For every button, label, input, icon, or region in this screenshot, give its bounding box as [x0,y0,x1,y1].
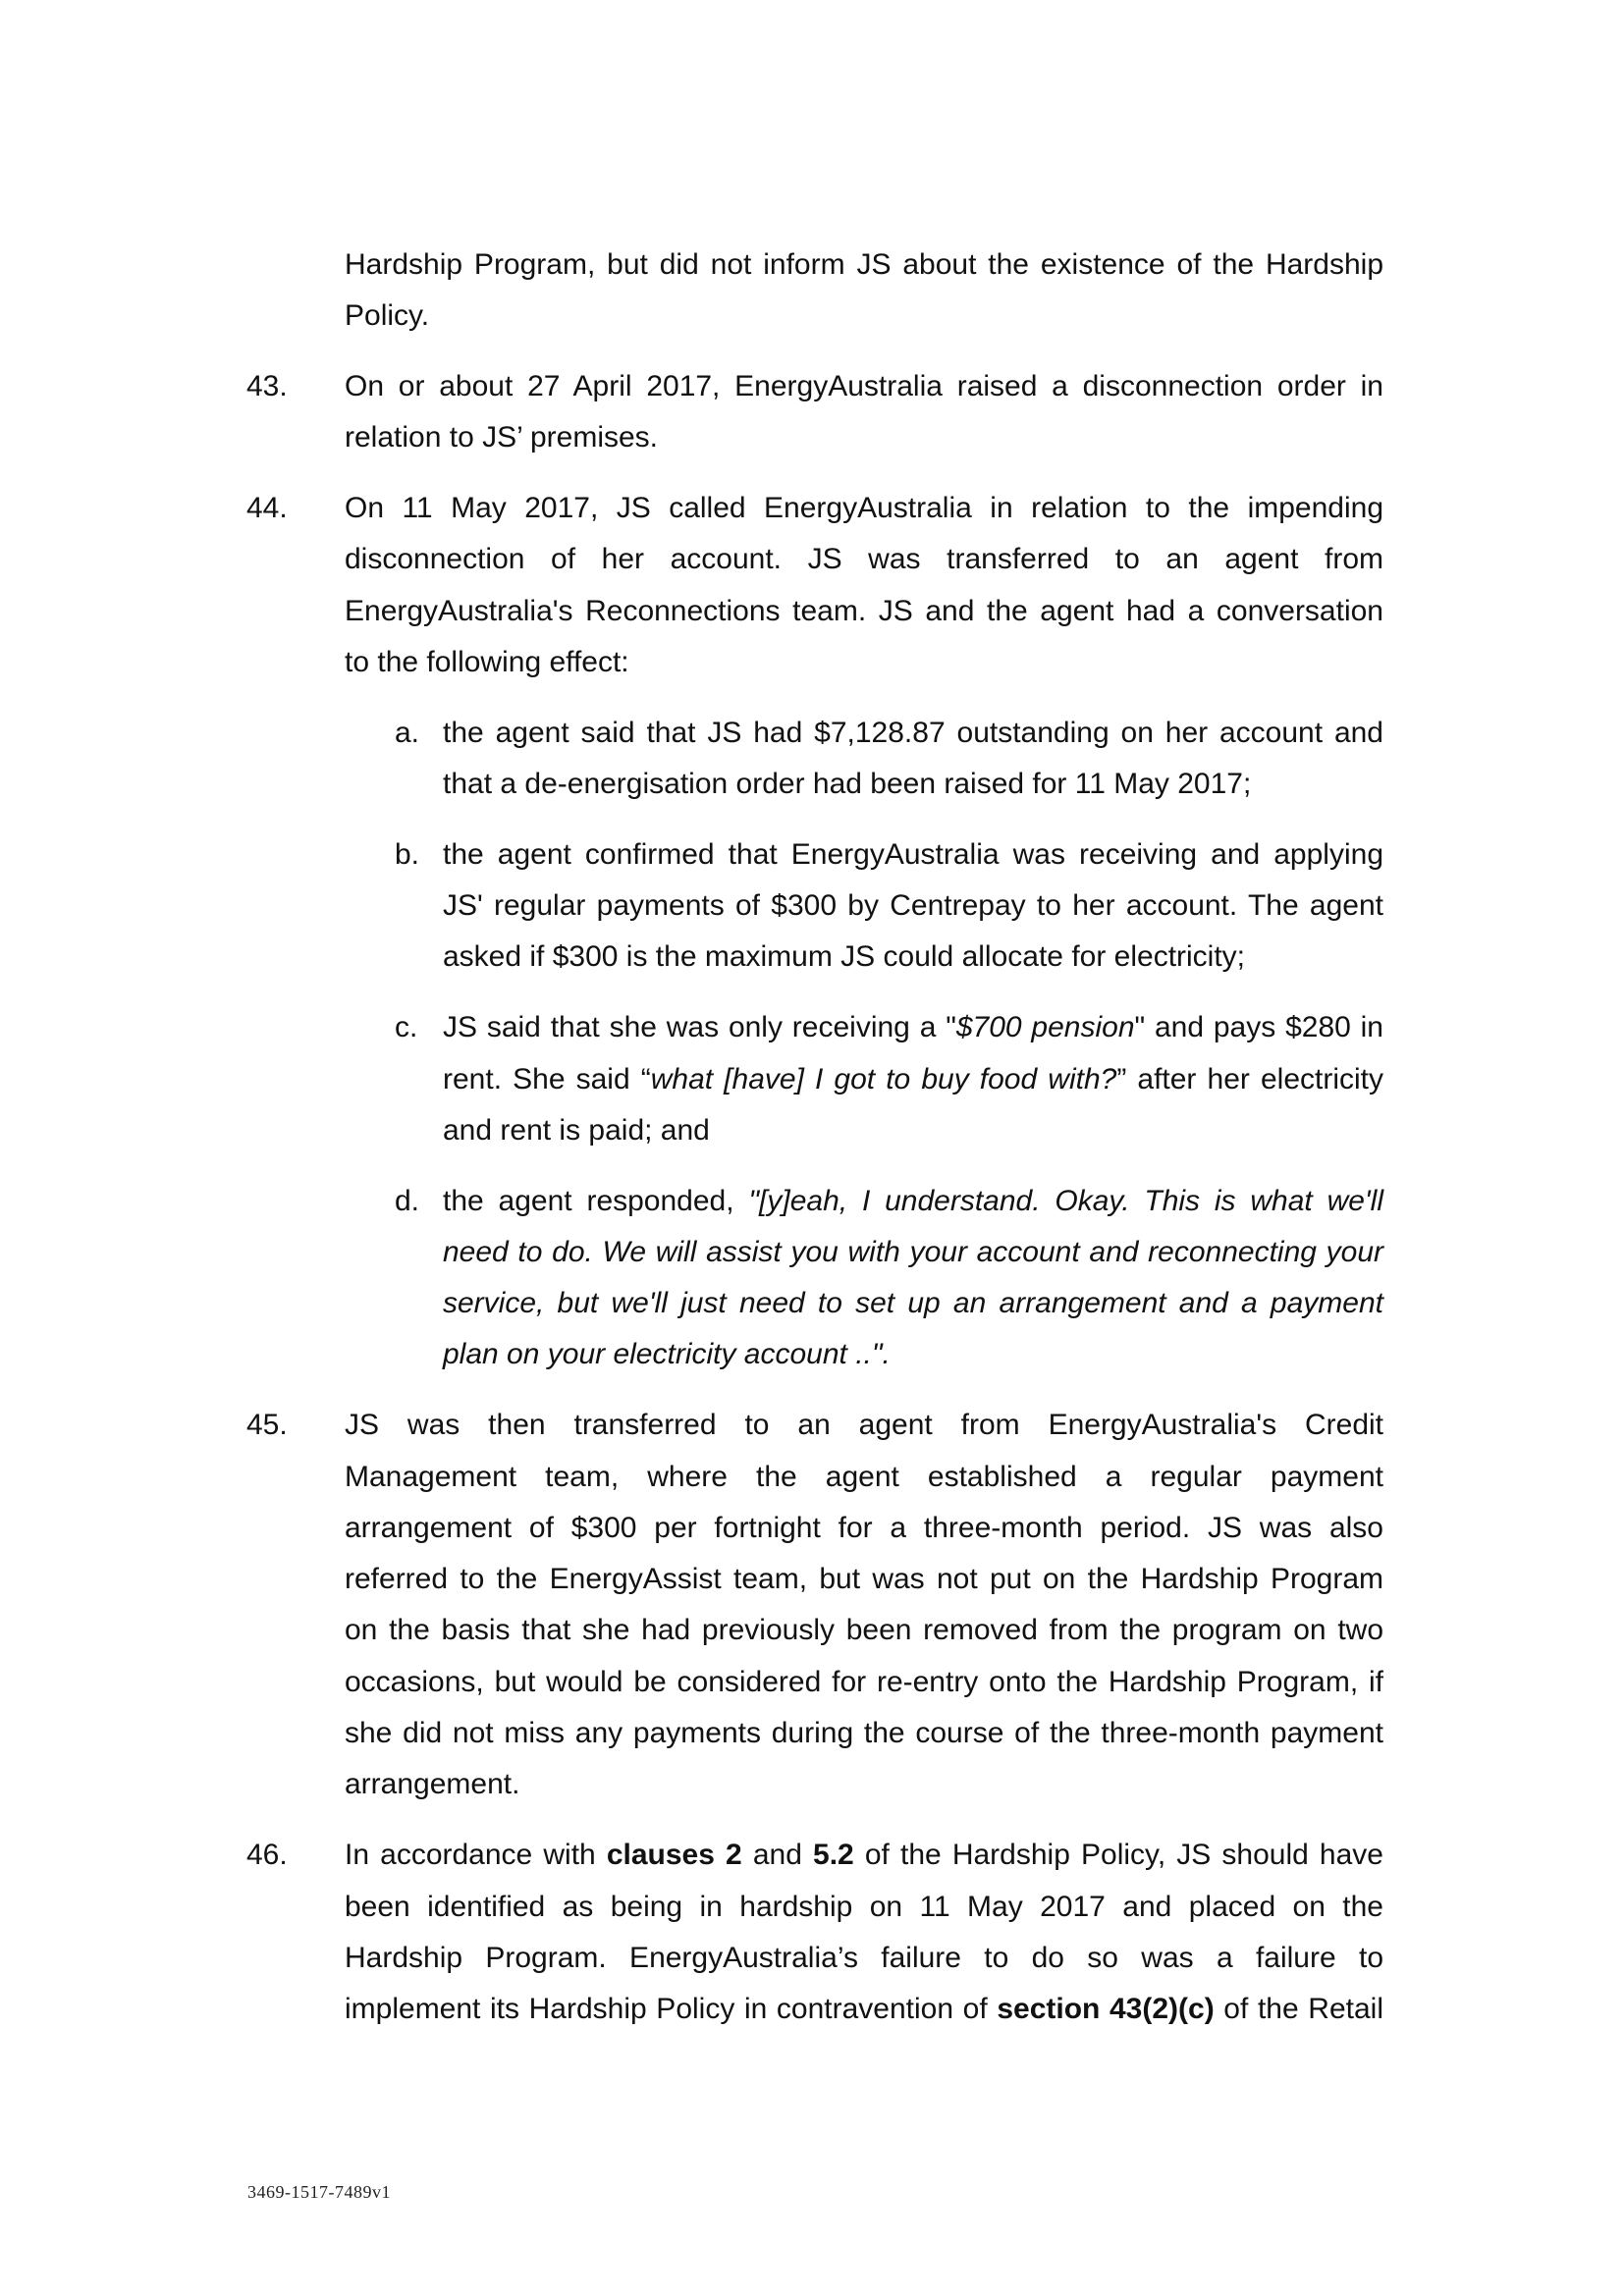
quoted-speech: service, but we'll just need to set up an arrangement and a payment [443,1287,1383,1319]
subparagraph-a-line: that a de-energisation order had been raised for 11 May 2017; [443,768,1252,800]
paragraph-45-line: on the basis that she had previously been removed from the program on two [345,1614,1383,1646]
paragraph-43-line: relation to JS’ premises. [345,421,659,454]
paragraph-45-line: referred to the EnergyAssist team, but was not put on the Hardship Program [345,1563,1383,1595]
paragraph-number-43: 43. [246,370,288,402]
subparagraph-c-line [443,1010,1383,1045]
paragraph-45-line: arrangement of $300 per fortnight for a three-month period. JS was also [345,1512,1383,1544]
continued-paragraph-line: Hardship Program, but did not inform JS about the existence of the Hardship [345,248,1383,281]
paragraph-45-line: arrangement. [345,1768,520,1800]
paragraph-45-line: JS was then transferred to an agent from EnergyAustralia's Credit [345,1409,1383,1441]
text-run: of the Retail [1214,1993,1383,2025]
quoted-speech: plan on your electricity account ..". [443,1338,891,1370]
paragraph-number-45: 45. [246,1409,288,1441]
section-reference: section 43(2)(c) [997,1993,1215,2025]
text-run: ” after her electricity [1116,1063,1383,1095]
subparagraph-d-line [443,1184,1383,1219]
paragraph-44-line: On 11 May 2017, JS called EnergyAustralia in relation to the impending [345,492,1383,524]
paragraph-46-line: been identified as being in hardship on 11 May 2017 and placed on the [345,1891,1383,1923]
subparagraph-letter-a: a. [395,717,420,749]
continued-paragraph-line: Policy. [345,299,430,332]
document-id-footer: 3469-1517-7489v1 [247,2182,391,2202]
subparagraph-b-line: asked if $300 is the maximum JS could allocate for electricity; [443,940,1246,973]
subparagraph-b-line: the agent confirmed that EnergyAustralia was receiving and applying [443,838,1383,871]
paragraph-44-line: disconnection of her account. JS was transferred to an agent from [345,543,1383,575]
subparagraph-d-line [443,1337,1383,1372]
paragraph-45-line: occasions, but would be considered for re-entry onto the Hardship Program, if [345,1666,1383,1698]
paragraph-43-line: On or about 27 April 2017, EnergyAustralia raised a disconnection order in [345,370,1383,402]
quoted-speech: "[y]eah, I understand. Okay. This is what we'll [748,1185,1383,1217]
paragraph-44-line: EnergyAustralia's Reconnections team. JS and the agent had a conversation [345,595,1383,627]
subparagraph-c-line [443,1062,1383,1097]
text-run: " and pays $280 in [1134,1011,1383,1043]
text-run: the agent responded, [443,1185,749,1217]
paragraph-44-line: to the following effect: [345,646,629,678]
text-run: JS said that she was only receiving a " [443,1011,956,1043]
quoted-speech: need to do. We will assist you with your account and reconnecting your [443,1236,1383,1268]
subparagraph-letter-d: d. [395,1185,420,1217]
paragraph-46-line [345,1992,1383,2027]
clause-reference: 5.2 [813,1839,854,1871]
subparagraph-a-line: the agent said that JS had $7,128.87 outstanding on her account and [443,717,1383,749]
subparagraph-letter-c: c. [395,1011,418,1043]
text-run: implement its Hardship Policy in contravention of [345,1993,998,2025]
subparagraph-d-line [443,1286,1383,1321]
subparagraph-b-line: JS' regular payments of $300 by Centrepay to her account. The agent [443,889,1383,922]
quoted-speech: what [have] I got to buy food with? [650,1063,1117,1095]
text-run: and [741,1839,814,1871]
paragraph-number-46: 46. [246,1839,288,1871]
paragraph-46-line [345,1838,1383,1873]
paragraph-number-44: 44. [246,492,288,524]
subparagraph-d-line [443,1235,1383,1270]
text-run: rent. She said “ [443,1063,651,1095]
text-run: In accordance with [345,1839,607,1871]
paragraph-45-line: Management team, where the agent established a regular payment [345,1461,1383,1493]
subparagraph-c-line: and rent is paid; and [443,1114,710,1147]
clause-reference: clauses 2 [606,1839,742,1871]
quoted-speech: $700 pension [955,1011,1135,1043]
subparagraph-letter-b: b. [395,838,420,871]
text-run: of the Hardship Policy, JS should have [853,1839,1383,1871]
paragraph-45-line: she did not miss any payments during the course of the three-month payment [345,1717,1383,1749]
paragraph-46-line: Hardship Program. EnergyAustralia’s failure to do so was a failure to [345,1942,1383,1974]
